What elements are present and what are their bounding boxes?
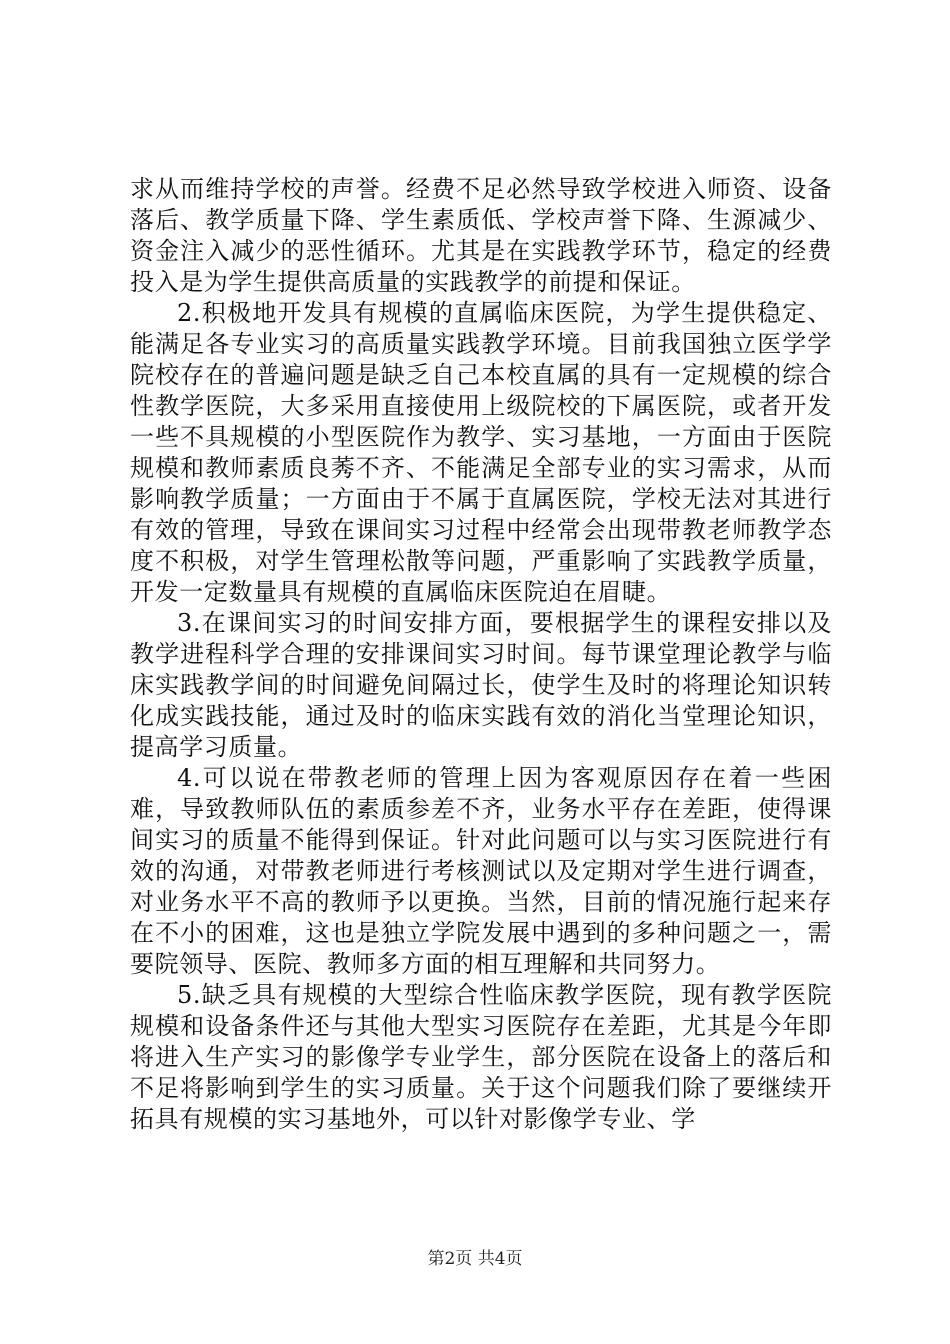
paragraph-continuation: 求从而维持学校的声誉。经费不足必然导致学校进入师资、设备落后、教学质量下降、学生素质低、学校声誉下降、生源减少、资金注入减少的恶性循环。尤其是在实践教学环节，稳定的经费投入是为学生提供高质量的实践教学的前提和保证。: [130, 175, 832, 296]
paragraph-item-3: 3.在课间实习的时间安排方面，要根据学生的课程安排以及教学进程科学合理的安排课间实习时间。每节课堂理论教学与临床实践教学间的时间避免间隔过长，使学生及时的将理论知识转化成实践技能，通过及时的临床实践有效的消化当堂理论知识，提高学习质量。: [130, 609, 832, 761]
document-body: [130, 174, 832, 1135]
paragraph-item-5: 5.缺乏具有规模的大型综合性临床教学医院，现有教学医院规模和设备条件还与其他大型实习医院存在差距，尤其是今年即将进入生产实习的影像学专业学生，部分医院在设备上的落后和不足将影响到学生的实习质量。关于这个问题我们除了要继续开拓具有规模的实习基地外，可以针对影像学专业、学: [130, 981, 832, 1133]
page-footer: 第2页 共4页: [427, 1249, 523, 1269]
paragraph-item-4: 4.可以说在带教老师的管理上因为客观原因存在着一些困难，导致教师队伍的素质参差不齐，业务水平存在差距，使得课间实习的质量不能得到保证。针对此问题可以与实习医院进行有效的沟通，对带教老师进行考核测试以及定期对学生进行调查，对业务水平不高的教师予以更换。当然，目前的情况施行起来存在不小的困难，这也是独立学院发展中遇到的多种问题之一，需要院领导、医院、教师多方面的相互理解和共同努力。: [130, 764, 832, 978]
paragraph-item-2: 2.积极地开发具有规模的直属临床医院，为学生提供稳定、能满足各专业实习的高质量实践教学环境。目前我国独立医学学院校存在的普遍问题是缺乏自己本校直属的具有一定规模的综合性教学医院，大多采用直接使用上级院校的下属医院，或者开发一些不具规模的小型医院作为教学、实习基地，一方面由于医院规模和教师素质良莠不齐、不能满足全部专业的实习需求，从而影响教学质量；一方面由于不属于直属医院，学校无法对其进行有效的管理，导致在课间实习过程中经常会出现带教老师教学态度不积极，对学生管理松散等问题，严重影响了实践教学质量，开发一定数量具有规模的直属临床医院迫在眉睫。: [130, 299, 832, 606]
